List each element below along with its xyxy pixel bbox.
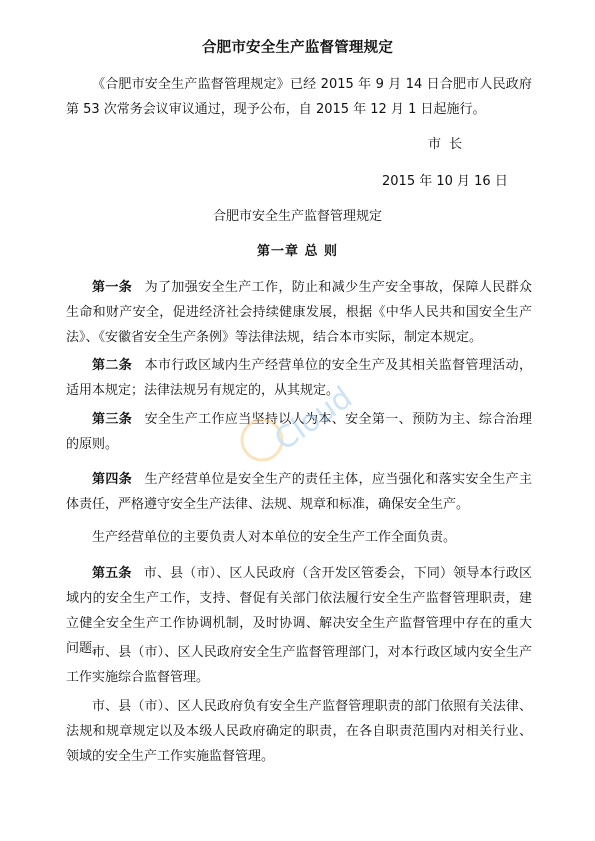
article-2	[66, 353, 532, 403]
article-text: 本市行政区域内生产经营单位的安全生产及其相关监督管理活动，适用本规定；法律法规另有规定的，从其规定。	[66, 358, 532, 398]
document-title: 合肥市安全生产监督管理规定	[201, 40, 394, 56]
article-text: 生产经营单位的主要负责人对本单位的安全生产工作全面负责。	[92, 530, 457, 545]
article-5-paragraph-2	[66, 640, 532, 690]
article-label: 第三条	[92, 412, 133, 427]
article-text: 为了加强安全生产工作，防止和减少生产安全事故，保障人民群众生命和财产安全，促进经济社会持续健康发展，根据《中华人民共和国安全生产法》、《安徽省安全生产条例》等法律法规，结合本市实际，制定本规定。	[66, 280, 532, 345]
article-label: 第五条	[92, 566, 132, 581]
intro-paragraph	[66, 72, 532, 122]
article-text: 市、县（市）、区人民政府（含开发区管委会，下同）领导本行政区域内的安全生产工作，支持、督促有关部门依法履行安全生产监督管理职责，建立健全安全生产工作协调机制，及时协调、解决安全生产监督管理中存在的重大问题。	[66, 566, 532, 656]
watermark-text: Cloud	[268, 380, 359, 458]
article-1	[66, 275, 532, 350]
article-label: 第四条	[92, 472, 133, 487]
article-label: 第一条	[92, 280, 133, 295]
article-4	[66, 467, 532, 517]
article-text: 生产经营单位是安全生产的责任主体，应当强化和落实安全生产主体责任，严格遵守安全生产法律、法规、规章和标准，确保安全生产。	[66, 472, 532, 512]
article-5-paragraph-3	[66, 694, 532, 769]
article-text: 市、县（市）、区人民政府负有安全生产监督管理职责的部门依照有关法律、法规和规章规定以及本级人民政府确定的职责，在各自职责范围内对相关行业、领域的安全生产工作实施监督管理。	[66, 699, 532, 764]
article-text: 安全生产工作应当坚持以人为本、安全第一、预防为主、综合治理的原则。	[66, 412, 532, 452]
article-text: 市、县（市）、区人民政府安全生产监督管理部门，对本行政区域内安全生产工作实施综合监督管理。	[66, 645, 532, 685]
article-label: 第二条	[92, 358, 133, 373]
article-4-paragraph-2	[66, 525, 532, 550]
signature-title: 市 长	[428, 137, 465, 152]
regulation-subtitle: 合肥市安全生产监督管理规定	[212, 209, 382, 224]
chapter-heading: 第一章 总 则	[256, 244, 339, 259]
document-date: 2015 年 10 月 16 日	[382, 174, 508, 189]
intro-text: 《合肥市安全生产监督管理规定》已经 2015 年 9 月 14 日合肥市人民政府第 53 次常务会议审议通过，现予公布，自 2015 年 12 月 1 日起施行。	[66, 77, 532, 117]
article-3	[66, 407, 532, 457]
